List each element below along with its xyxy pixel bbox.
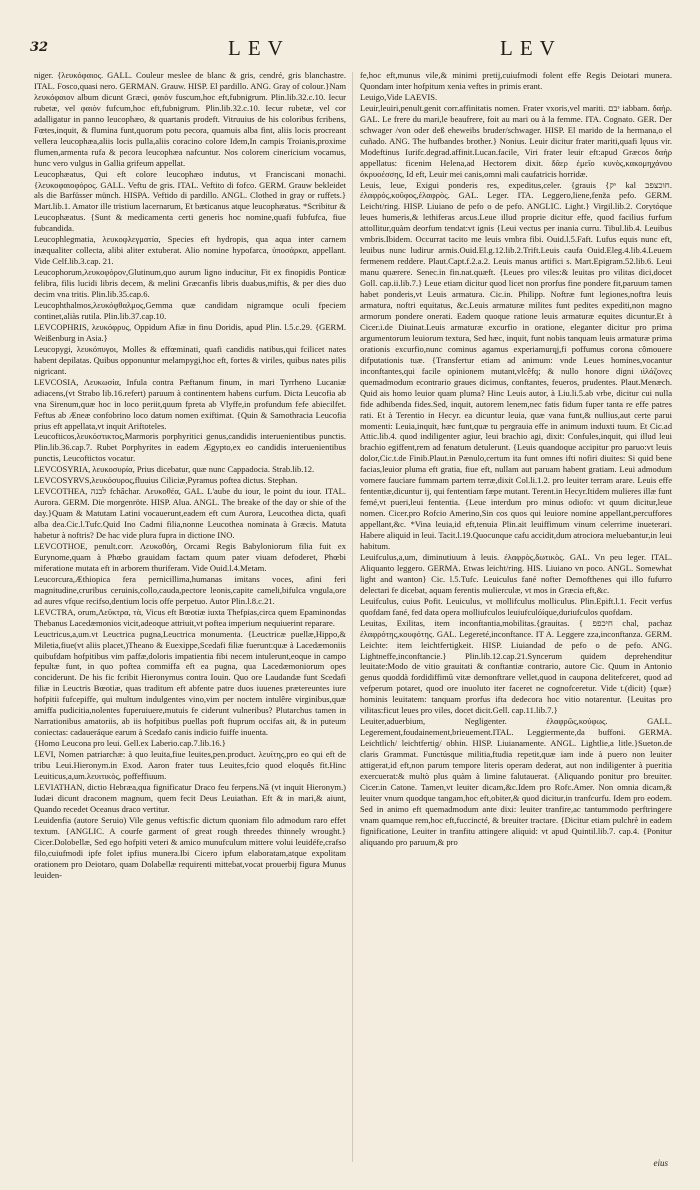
entry-leuidense-cont: fe,hoc eft,munus vile,& minimi pretij,cuiufmodi folent effe Regis Deiotari munera. Quondam inter hofpitum xenia veftes in primis erant. <box>360 70 672 91</box>
entry-leucothoe: LEVCOTHOE, penult.corr. Λευκοθόη, Orcami Regis Babyloniorum filia fuit ex Eurynome,quam à Phœbo grauidam factam quum pater viuam defoderet, Phœbi miferatione mutata eft in arborem thuriferam. Vide Ouid.l.4.Metam. <box>34 540 346 573</box>
entry-levi: LEVI, Nomen patriarchæ: à quo leuita,fiue leuites,pen.product. λευίτης,pro eo qui eft de tribu Leui.Hieronym.in Exod. Aaron frater tuus Leuites,fcio quod eloquês fit.Hinc Leuiticus,a,um.λευιτικὸς, poffeffiuum. <box>34 749 346 781</box>
running-head-left: LEV <box>228 36 290 60</box>
entry-leuir: Leuir,leuiri,penult.genit corr.affinitatis nomen. Frater vxoris,vel mariti. יבם iabbam. δαήρ. GAL. Le frere du mari,le beaufrere, foit au mari ou à la femme. ITA. Cognato. GER. Der schwager /von oder deß eheweibs bruder/schwager. HISP. El marido de la hermana,o el cuñado. ANG. The hufbandes brother.} Nonius. Leuir dicitur frater mariti,quafi lęuus vir. Modeftinus Iurifc.degrad.affinit.Lucan.facile, Viri frater leuir eft:apud Græcos δαήρ appellatus: ficenim Helena,ad Hectorem dixit. δᾶερ ἐμεῖο κυνὸς,κακομηχάνου ὀκρυοέσσης, Id eft, Leuir mei canis,omni mali caufatricis horridæ. <box>360 102 672 179</box>
entry-leviathan: LEVIATHAN, dictio Hebræa,qua fignificatur Draco feu ferpens.Nã (vt inquit Hieronym.) Iudæi dicunt draconem magnum, quem fecit Deus Leuiathan. Eft & in mari,& aiunt, Quando recedet Oceanus draco vertitur. <box>34 781 346 814</box>
entry-leucrocuta: Leucorcura,Æthiopica fera pernicillima,humanas imitans voces, afini feri magnitudine,cruribus ceruinis,collo,cauda,pectore leonis,capite cameli,bifulca vngula,ore ad aures vfque recifso,dentium locis offe perpetuo. Autor Plin.l.8.c.21. <box>34 573 346 606</box>
page-number: 32 <box>30 40 49 55</box>
right-column <box>360 70 672 1160</box>
entry-leucosia: LEVCOSIA, Λευκωσία, Infula contra Pæftanum finum, in mari Tyrrheno Lucaniæ adiacens,(vt Strabo lib.16.refert) paruum à continentem habens curfum. Dicta Leucofia ab vna Sirenum,quæ hoc in loco periit,quum fpreta ab Vlyffe,in profundum fefe abiecilfet. Feftus ab Æneæ confobrino loco datum nomen exiftimat. {Quin & Samothracia Leucofia prius eft appellata,vt inquit Ariftoteles. <box>34 376 346 431</box>
entry-leuisculus: Leuifculus,a,um, diminutiuum à leuis. ἐλαφρὸς,δωτικὸς. GAL. Vn peu leger. ITAL. Aliquanto leggero. GERMA. Etwas leicht/ring. HIS. Liuiano vn poco. ANGL. Somewhat light and wanton} Cic. l.5.Tufc. Leuiculus fané nofter Demofthenes qui illo fufurro delectari fe dicebat, aquam ferentis mulierculæ, vt mos in Græcia eft,&c. <box>360 551 672 595</box>
catchword: eius <box>653 1158 668 1168</box>
running-head-right: LEV <box>500 36 562 60</box>
entry-leucophris: LEVCOPHRIS, λευκόφρυς, Oppidum Afiæ in finu Doridis, apud Plin. l.5.c.29. {GERM. Weißenburg in Asia.} <box>34 321 346 343</box>
entry-leucophthalmos: Leucophthalmos,λευκόφθαλμος,Gemma quæ candidam nigramque oculi fpeciem continet,aliàs rutila. Plin.lib.37.cap.10. <box>34 300 346 321</box>
column-divider <box>352 72 353 1162</box>
entry-leucophlegmatia: Leucophlegmatia, λευκοφλεγματία, Species eft hydropis, qua aqua inter carnem inæqualiter collecta, alibi aliter extuberat. Alio nomine hypofarca, ὑποσάρκα, appellant. Vide Celf.lib.3.cap. 21. <box>34 234 346 267</box>
entry-leuiculus: Leuifculus, cuius Pofit. Leuiculus, vt mollifculus molliculus. Plin.Epift.l.1. Fecit verfus quofdam fané, fed data opera molliufculos leuiufculóíque,duriufculos quofdam. <box>360 595 672 617</box>
entry-leuiter: Leuiter,aduerbium, Negligenter. ἐλαφρῶς,κούφως. GALL. Legerement,foudainement,brieuement.ITAL. Leggiermente,da buffoni. GERMA. Leichtlich/ leichtfertig/ obhin. HISP. Liuianamente. ANGL. Lightlie,a litle.}Sueton.de claris Grammat. Functúsque militia,ftudia repetit,quæ iam inde à puero non leuiter attigerat,id eft,non parum tempore literis operam dederat, aut non indiligenter à pueritia exercuerat:& multò plus quàm à limine falutauerat. {Aliquando ponitur pro breuiter. Cicer.in Catone. Tamen,vt leuiter dicam,&c.Idem pro Rofc.Amer. Non omnia dicam,& leuiter vnum quodque tangam,hoc eft,obiter,& quod dicitur,in tranfcurfu. Idem pro eodem. Sed in animo eft quemadmodum ante dixi: leuiter tranfire,ac tantummodo perftringere vnam quamque rem,hoc eft,fuccincté, & breuiter tractare. {Dicitur etiam pulchrè in eadem fignificatione, Leuiter in tranfitu attingere aliquid: vt apud Quintil.lib.7. cap.4. {Ponitur aliquando pro paruum,& pro <box>360 716 672 847</box>
entry-leucostictos: Leucofticos,λευκόστικτος,Marmoris porphyritici genus,candidis interuenientibus punctis. Plin.lib.36.cap.7. Rubet Porphyrites in eadem Ægypto,ex eo candidis interuenientibus punctis, Leucoftictos vocatur. <box>34 431 346 464</box>
entry-niger-cont: niger. {λευκόφαιος. GALL. Couleur meslee de blanc & gris, cendré, gris blanchastre. ITAL. Fosco,quasi nero. GERMAN. Grauw. HISP. El pardillo. ANG. Gray of colour.}Nam λευκόφαιον album dicunt Græci, φαιὸν fuscum,hoc eft,fubnigrum. Plin.lib.32.c.10. Iecur rubetæ, vel φαιὸν fufcum,hoc eft,fubnigrum. Plin.lib.32.c.10. Iecur rubetæ, vel cor adalligatur in panno leucophæo, & quartanis prodeft. Vitruuius de his coloribus fcribens, Fœtes,inquit, & flumina funt,quorum potu pecora, quamuis alba fint, aliis locis procreant vellera leucophæa,aliis locis pulla,aliis coracino colore Idem,In campis Troianis,proxime flumen,armenta rufa & pecora leucophæa nafcuntur. Nos colorem cinericium vocamus, hunc vero vulgus in Gallia grifeum appellat. <box>34 70 346 168</box>
left-column <box>34 70 346 1160</box>
entry-leuis: Leuis, leue, Exigui ponderis res, expeditus,celer. {grauis {יק kal חוכצפכ. ἐλαφρός,κοῦφος,ἐλαφρὸς. GAL. Leger. ITA. Leggero,liene,fenz̃a pefo. GERM. Leicht/ring. HISP. Liuiano de pefo o de pefo. ANGLIC. Light.} Virgil.lib.2. Corytóque leues humeris,& lethiferas arcus.Leue illud proprie dicitur effe, quod facilius furfum attollitur,quàm deorfum tendat:vt ignis {Leui vectus per inania curru. Tibul.lib.4. Leuibus vmbris.Ibidem. Occurrat tacito me leuis vmbra fibi. Ouid.l.5.Faft. Lufus equis nunc eft, leuibus nunc ludirur armis.Ouid.El.g.12.lib.2.Trift.Leuis caufa Ouid.Eleg.4.lib.4.Leuem fermenem reddere. Plaut.Capt.f.2.a.2. Leuis manus artifici s. Mart.Epigram.52.lib.6. Leui manu quærere. Senec.in fin.nat.quæft. {Leues pro viles:& leuitas pro vilitas dici,docet Goll. cap.ii.lib.7.} Leue etiam dicitur quod licet non prorfus fine pondere fit,paruum tamen habet ponderis,vt Leuis armatura. Cic.in. Philipp. Noftræ funt legiones,noftra leuis armatura, noftri equitatus, &c.Leuis armaturæ milites funt pedites expediti,non magno armorum pondere onerati. Eadem quoque ratione leuis armaturæ equites dicuntur.Et à Cicer.i.de Diuinat.Leuis armaturæ excurfio in oratione, eleganter dicitur pro prima argumentorum leuiorum textura, Sed hæc, inquit, funt nobis tanquam leuis armaturæ prima orationis excurfio,nunc cominus agamus experiamurqj,fi poffumus corona cômouere difputationis tuæ. {Transfertur etiam ad animum: vnde Leues homines,vocantur inconftantes,qui facile opinionem mutant,vlcêfq; & nullo honore digni ιὶλάζονες quemadmodum econtrario graues dicimus, conftantes, feueros, prudentes. Plaut.Menæch. Quid ais homo leuior quam pluma? Hinc Leuis autor, à Liu.li.5.ab vrbe, dicitur cui nulla fide adhibenda fides.Sed, inquit, autorem lenem,nec fatis fidum fuper tanta re effe patres rati. Et à Terentio in Hecyr. ea dicuntur leuia, quæ vana funt,& nullius,aut certe parui momenti: Leuia,inquit, hæc funt,quæ tu pergrauia effe in animum induxti tuum. Et Cic.ad Attic.lib.4. quod indiligenter agiur, leui brachio agi, dixit: Confules,inquit, qui illud leui brachio egiffent,rem ad fenatum detulerunt. {Leuis quandoque accipitur pro paruo:vt leuis dolor,Cic.t.de Finib.Plaut.in Pænulo,certum ita funt omnes ifti nofiri diuites: Si quid bene facias,leuior pluma eft gratia, fiue eft, nullam aut paruam habent gratiam. Leui admodum vomere fauciare fummam partem terræ,dixit Col.li.1.2. pro leuiter terram arare. Leuis effe fententiæ,dicuntur ij, qui fententiam fæpe mutant. Terent.in Hecyr.Itidem mulieres illæ funt femé,vt pueri,leui fententia. {Leue interdum pro minus odiofo: vt quum dicitur,leue nomen. Cicer.pro Rofcio Amerino,Sin cos quos qui leuiore nomine appellant,percuffores appellant,&c. *Vina leuia,id eft,tenuia Plin.ait leuiffimum vinum celerrime inueterari. Habere aliquid in leui. Tacit.l.19.Quocunque cafu accidit,dum atrociora meluebantur,in leui habitum. <box>360 179 672 551</box>
entry-leucophorum: Leucophorum,λευκοφόρον,Glutinum,quo aurum ligno inducitur, Fit ex finopidis Ponticæ felibra, filis lucidi libris decem, & melini Græcanfis libris duabus,miftis, & per dies duo decim vna tritis. Plin.lib.35.cap.6. <box>34 267 346 300</box>
entry-homo-leucona: {Homo Leucona pro leui. Gell.ex Laberio.cap.7.lib.16.} <box>34 738 226 749</box>
entry-leuigo: Leuigo,Vide LAEVIS. <box>360 91 438 102</box>
running-header <box>0 36 700 64</box>
entry-leuitas: Leuitas, Exilitas, item inconftantia,mobilitas.{grauitas. { חיכפפ chal, pachaz ἐλαφρότης,κουφότης. GAL. Legereté,inconftance. IT A. Leggere zza,inconftanza. GERM. Leichte: item leichtfertigkeit. HISP. Liuiandad de pefo o de pefo. ANG. Lightneffe,inconftancie.} Plin.lib.12.cap.21.Syncerum quidem deprehenditur leuitate:Modo de vitio grauitati & conftantiæ contrario, autore Cic. Quum in Antonio genus quoddà fordidiffimū vitæ demonftrare vellet,quod in caupona delitefceret, quod ad vefperum potaret, quod ore inuoluto iter faceret ne cognofceretur. Vide t.(dicit) {quæ} hominis leuitatem: tanquam prorfus ifta dedecora hoc vitio notarentur. {Leuitas pro vilitas:ficut leues pro viles, docet dicit.Gell. cap.11.lib.7.} <box>360 617 672 716</box>
entry-leuidensia: Leuidenfia (autore Seruio) Vile genus veftis:fic dictum quoniam filo admodum raro effet textum. {ANGLIC. A courfe garment of great rough threedes thinnely wrought.} Cicer.Dolobellæ, Sed ego hofpiti veteri & amico munufculum mittere volui leuidéfe,crafso filo,cuiufmodi ipfe folet ipfius munera.Ibi Cicero ipfum elaboratam,atque expolitam orationem pro Deiotaro, quam Dolabellæ requirenti mittebat,vocat prouerbij figura Munus leuiden- <box>34 814 346 880</box>
entry-leuctricus: Leuctricus,a,um.vt Leuctrica pugna,Leuctrica monumenta. {Leuctricæ puellæ,Hippo,& Miletia,fiue(vt aliis placet,)Theano & Euexippe,Scedafi filiæ fuerunt:quæ à Lacedæmoniis quibufdam hofpitibus vim paffæ,doloris impatientia fibi necem intulerunt,eoque in campo fepultæ funt, in quo poftea commiffa eft ea pugna, qua Lacedæmoniorum opes conciderunt. De his fic fcribit Hieronymus contra Iouin. Quo ore Laudandæ funt Scedafi filiæ in Leuctris Bœotiæ, quas traditum eft abfente patre duos iuuenes prætereuntes iure hofpitii fufcepiffe, qui multum indulgentes vino,vim per noctem intulêre virginibus,quæ amiffa pudicitia,nolentes fuperuiuere,mutuis fe ciderunt vulneribus? Plutarchus tamen in Narrationibus amatoriis, ab iis hofpitibus puellas poft ftuprum occifas ait, & in puteum coniectas: cadaueráque earum à Scedafo canis indicio fuiffe inuenta. <box>34 628 346 738</box>
entry-leuctra: LEVCTRA, orum,Λεῦκτρα, τὰ, Vicus eft Bœotiæ iuxta Thefpias,circa quem Epaminondas Thebanus Lacedæmonios vicit,adeoque attriuit,vt poftea imperium nequiuerint reparare. <box>34 606 346 628</box>
entry-leucophaeatus: Leucophæatus, Qui eft colore leucophæo indutus, vt Franciscani monachi. {λευκοφαιοφόρος. GALL. Veftu de gris. ITAL. Veftito di fofco. GERM. Grauw bekleidet als die Barfüsser münch. HISPA. Veftido di pardillo. ANGL. Clothed in gray or ruffets.} Mart.lib.1. Amator ille tristium lacernarum, Et bæticanus atque leucophæatus. *Scribitur & Leucophæatus. {Sunt & medicamenta certi generis hoc nomine,quafi fubfufca, fiue fubcandida. <box>34 168 346 234</box>
entry-leucothea: LEVCOTHEA, לבנה fchâchar. Λευκοθέα, GAL. L'aube du iour, le point du iour. ITAL. Aurora. GERM. Die morgenröte. HISP. Alua. ANGL. The breake of the day or shie of the day.}Quam & Matutam Latini vocauerunt,eadem eft cum Aurora, Leucothea dicta, quafi alba dea.Cic.l.Tufc.Quid Ino Cadmi filia,nonne Leucothea nominata à Græcis. Matuta habetur à noftris? De hac vide plura fupra in dictione INO. <box>34 486 346 541</box>
entry-leucopygi: Leucopygi, λευκόπυγοι, Molles & effœminati, quafi candidis natibus,qui fcilicet nates habent depilatas. Quibus opponuntur melampygi,hoc eft, fortes & viriles, quibus nates pilis nigricant. <box>34 343 346 376</box>
entry-leucosyrus: LEVCOSYRVS,λευκόσυρος,fluuius Ciliciæ,Pyramus poftea dictus. Stephan. <box>34 475 298 486</box>
entry-leucosyria: LEVCOSYRIA, λευκοσυρία, Prius dicebatur, quæ nunc Cappadocia. Strab.lib.12. <box>34 464 315 475</box>
